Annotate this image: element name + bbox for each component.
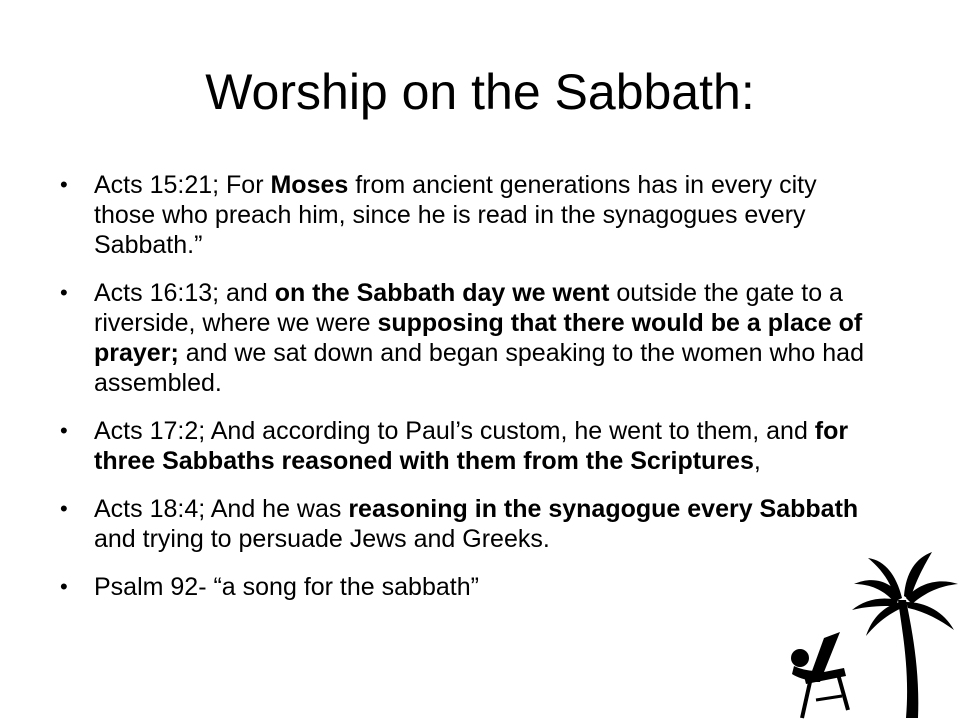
bullet-text-bold: for three Sabbaths reasoned with them from the Scriptures xyxy=(94,417,849,475)
bullet-text: outside the gate to a riverside, where we were xyxy=(94,279,843,337)
bullet-text-bold: reasoning in the synagogue every Sabbath xyxy=(348,495,859,523)
bullet-text-bold: on the Sabbath day we went xyxy=(274,279,610,307)
bullet-text: Psalm 92- “a song for the sabbath” xyxy=(94,573,479,601)
bullet-item xyxy=(58,170,878,260)
bullet-text: Acts 16:13; and xyxy=(94,279,275,307)
bullet-dot-icon: • xyxy=(60,280,68,305)
bullet-item xyxy=(58,278,878,398)
bullet-text-bold: Moses xyxy=(270,171,349,199)
bullet-dot-icon: • xyxy=(60,172,68,197)
bullet-text: Acts 17:2; And according to Paul’s custom, he went to them, and xyxy=(94,417,815,445)
beach-chair-person-icon xyxy=(791,632,848,718)
slide-title: Worship on the Sabbath: xyxy=(205,64,755,120)
slide-content xyxy=(58,170,878,620)
bullet-text: Acts 15:21; For xyxy=(94,171,271,199)
bullet-dot-icon: • xyxy=(60,418,68,443)
bullet-dot-icon: • xyxy=(60,574,68,599)
bullet-item xyxy=(58,572,878,602)
bullet-list xyxy=(58,170,878,602)
bullet-text: from ancient generations has in every city those who preach him, since he is read in the synagogues every Sabbath.” xyxy=(94,171,817,259)
bullet-text-bold: supposing that there would be a place of prayer; xyxy=(94,309,863,367)
bullet-text: Acts 18:4; And he was xyxy=(94,495,349,523)
bullet-text: and we sat down and began speaking to the women who had assembled. xyxy=(94,339,864,397)
bullet-dot-icon: • xyxy=(60,496,68,521)
bullet-item xyxy=(58,416,878,476)
beach-decoration xyxy=(780,550,960,720)
palm-tree-icon xyxy=(852,552,958,718)
bullet-item xyxy=(58,494,878,554)
bullet-text: and trying to persuade Jews and Greeks. xyxy=(94,525,550,553)
bullet-text: , xyxy=(753,447,761,475)
